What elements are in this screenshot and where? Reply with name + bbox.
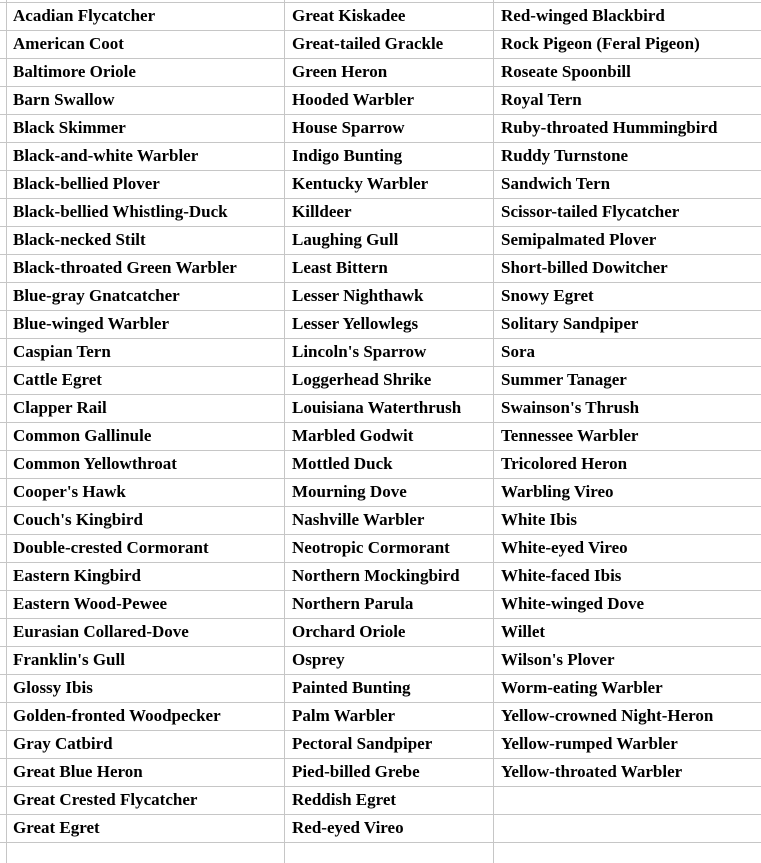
bird-cell[interactable]: Scissor-tailed Flycatcher [501, 202, 680, 221]
bird-cell[interactable]: House Sparrow [285, 115, 494, 142]
bird-cell[interactable]: Reddish Egret [285, 787, 494, 814]
bird-cell[interactable]: Eurasian Collared-Dove [7, 619, 285, 646]
bird-cell[interactable]: White-eyed Vireo [501, 538, 628, 557]
bird-cell[interactable]: White-faced Ibis [501, 566, 622, 585]
cutoff-column-sliver [0, 171, 7, 198]
bird-cell[interactable]: Great Kiskadee [285, 3, 494, 30]
bird-cell[interactable]: Pectoral Sandpiper [285, 731, 494, 758]
empty-cell[interactable] [7, 0, 285, 2]
table-row [0, 3, 761, 31]
bird-cell[interactable]: Great Blue Heron [7, 759, 285, 786]
cutoff-column-sliver [0, 87, 7, 114]
bird-cell[interactable]: Great Crested Flycatcher [7, 787, 285, 814]
cutoff-column-sliver [0, 339, 7, 366]
bird-cell[interactable]: Couch's Kingbird [7, 507, 285, 534]
bird-cell[interactable]: Killdeer [285, 199, 494, 226]
bird-cell[interactable]: Glossy Ibis [7, 675, 285, 702]
bird-cell[interactable]: Wilson's Plover [501, 650, 615, 669]
bird-cell[interactable]: Mourning Dove [285, 479, 494, 506]
empty-cell[interactable] [7, 843, 285, 863]
bird-cell[interactable]: Mottled Duck [285, 451, 494, 478]
bird-cell[interactable]: White-winged Dove [501, 594, 645, 613]
cutoff-column-sliver [0, 787, 7, 814]
bird-cell[interactable]: Solitary Sandpiper [501, 314, 639, 333]
bird-cell[interactable]: Black Skimmer [7, 115, 285, 142]
bird-cell[interactable]: Common Gallinule [7, 423, 285, 450]
cutoff-column-sliver [0, 3, 7, 30]
bird-cell[interactable]: Neotropic Cormorant [285, 535, 494, 562]
bird-cell[interactable]: Common Yellowthroat [7, 451, 285, 478]
cutoff-column-sliver [0, 759, 7, 786]
bird-cell[interactable]: Least Bittern [285, 255, 494, 282]
table-row [0, 815, 761, 843]
bird-cell[interactable]: Black-bellied Plover [7, 171, 285, 198]
bird-cell[interactable]: Semipalmated Plover [501, 230, 657, 249]
bird-cell[interactable]: Double-crested Cormorant [7, 535, 285, 562]
bird-cell[interactable]: Caspian Tern [7, 339, 285, 366]
cutoff-column-sliver [0, 843, 7, 863]
bird-cell[interactable]: Summer Tanager [501, 370, 627, 389]
table-row [0, 199, 761, 227]
cutoff-column-sliver [0, 311, 7, 338]
cutoff-column-sliver [0, 675, 7, 702]
table-row [0, 255, 761, 283]
bird-cell[interactable]: Marbled Godwit [285, 423, 494, 450]
bird-cell[interactable]: Laughing Gull [285, 227, 494, 254]
table-row [0, 619, 761, 647]
bird-cell[interactable]: Black-and-white Warbler [7, 143, 285, 170]
bird-cell[interactable]: Painted Bunting [285, 675, 494, 702]
bird-cell[interactable]: Acadian Flycatcher [7, 3, 285, 30]
partial-row [0, 843, 761, 863]
table-row [0, 59, 761, 87]
bird-cell[interactable]: Black-bellied Whistling-Duck [7, 199, 285, 226]
table-row [0, 283, 761, 311]
bird-cell[interactable]: Red-winged Blackbird [501, 6, 665, 25]
cutoff-column-sliver [0, 535, 7, 562]
bird-cell[interactable]: Yellow-throated Warbler [501, 762, 683, 781]
bird-cell[interactable]: Louisiana Waterthrush [285, 395, 494, 422]
cutoff-column-sliver [0, 367, 7, 394]
bird-cell[interactable]: Palm Warbler [285, 703, 494, 730]
bird-cell[interactable]: Blue-gray Gnatcatcher [7, 283, 285, 310]
bird-cell[interactable]: Sandwich Tern [501, 174, 611, 193]
table-row [0, 395, 761, 423]
bird-cell[interactable] [494, 787, 761, 814]
table-row [0, 703, 761, 731]
table-row [0, 535, 761, 563]
bird-cell[interactable]: Eastern Wood-Pewee [7, 591, 285, 618]
bird-cell[interactable]: Golden-fronted Woodpecker [7, 703, 285, 730]
bird-cell[interactable]: American Coot [7, 31, 285, 58]
table-row [0, 787, 761, 815]
bird-cell[interactable]: Orchard Oriole [285, 619, 494, 646]
cutoff-column-sliver [0, 451, 7, 478]
bird-cell[interactable]: Franklin's Gull [7, 647, 285, 674]
table-row [0, 759, 761, 787]
bird-cell[interactable]: Great Egret [7, 815, 285, 842]
bird-cell[interactable]: Black-necked Stilt [7, 227, 285, 254]
bird-cell[interactable]: Willet [501, 622, 546, 641]
cutoff-column-sliver [0, 227, 7, 254]
cutoff-column-sliver [0, 619, 7, 646]
bird-cell[interactable]: Indigo Bunting [285, 143, 494, 170]
bird-cell[interactable]: Red-eyed Vireo [285, 815, 494, 842]
bird-cell[interactable]: Snowy Egret [501, 286, 594, 305]
bird-cell[interactable]: Cooper's Hawk [7, 479, 285, 506]
bird-cell[interactable]: Green Heron [285, 59, 494, 86]
cutoff-column-sliver [0, 703, 7, 730]
cutoff-column-sliver [0, 731, 7, 758]
table-row [0, 171, 761, 199]
bird-cell[interactable]: Loggerhead Shrike [285, 367, 494, 394]
table-row [0, 563, 761, 591]
empty-cell[interactable] [285, 843, 494, 863]
table-row [0, 451, 761, 479]
cutoff-column-sliver [0, 255, 7, 282]
bird-cell[interactable]: Yellow-crowned Night-Heron [501, 706, 714, 725]
bird-cell[interactable]: Roseate Spoonbill [501, 62, 631, 81]
bird-cell[interactable]: Ruddy Turnstone [501, 146, 629, 165]
bird-cell[interactable]: Sora [501, 342, 535, 361]
table-row [0, 227, 761, 255]
bird-cell[interactable]: Pied-billed Grebe [285, 759, 494, 786]
bird-cell[interactable]: Barn Swallow [7, 87, 285, 114]
bird-cell[interactable]: Ruby-throated Hummingbird [501, 118, 718, 137]
bird-cell[interactable]: Yellow-rumped Warbler [501, 734, 678, 753]
cutoff-column-sliver [0, 591, 7, 618]
table-row [0, 31, 761, 59]
cutoff-column-sliver [0, 283, 7, 310]
table-row [0, 731, 761, 759]
bird-cell[interactable]: Clapper Rail [7, 395, 285, 422]
bird-cell[interactable]: Eastern Kingbird [7, 563, 285, 590]
empty-cell[interactable] [285, 0, 494, 2]
cutoff-column-sliver [0, 199, 7, 226]
table-row [0, 87, 761, 115]
bird-cell[interactable]: Northern Parula [285, 591, 494, 618]
bird-cell[interactable]: Cattle Egret [7, 367, 285, 394]
bird-cell[interactable]: Lincoln's Sparrow [285, 339, 494, 366]
cutoff-column-sliver [0, 479, 7, 506]
table-row [0, 591, 761, 619]
cutoff-column-sliver [0, 115, 7, 142]
bird-cell[interactable]: Royal Tern [501, 90, 582, 109]
bird-cell[interactable]: Hooded Warbler [285, 87, 494, 114]
bird-cell[interactable]: Gray Catbird [7, 731, 285, 758]
bird-cell[interactable]: Short-billed Dowitcher [501, 258, 668, 277]
cutoff-column-sliver [0, 0, 7, 2]
bird-cell[interactable]: Rock Pigeon (Feral Pigeon) [501, 34, 700, 53]
bird-cell[interactable]: Tricolored Heron [501, 454, 628, 473]
table-row [0, 115, 761, 143]
empty-cell[interactable] [494, 843, 761, 863]
bird-cell[interactable]: Great-tailed Grackle [285, 31, 494, 58]
table-row [0, 367, 761, 395]
bird-cell[interactable]: White Ibis [501, 510, 578, 529]
bird-cell[interactable]: Lesser Yellowlegs [285, 311, 494, 338]
bird-cell[interactable]: Black-throated Green Warbler [7, 255, 285, 282]
cutoff-column-sliver [0, 59, 7, 86]
table-row [0, 423, 761, 451]
bird-cell[interactable]: Kentucky Warbler [285, 171, 494, 198]
table-row [0, 311, 761, 339]
bird-cell[interactable]: Nashville Warbler [285, 507, 494, 534]
bird-cell[interactable]: Baltimore Oriole [7, 59, 285, 86]
bird-cell[interactable]: Swainson's Thrush [501, 398, 640, 417]
bird-cell[interactable]: Worm-eating Warbler [501, 678, 663, 697]
cutoff-column-sliver [0, 143, 7, 170]
cutoff-column-sliver [0, 31, 7, 58]
table-row [0, 143, 761, 171]
bird-cell[interactable] [494, 815, 761, 842]
table-row [0, 339, 761, 367]
cutoff-column-sliver [0, 395, 7, 422]
cutoff-column-sliver [0, 647, 7, 674]
bird-cell[interactable]: Northern Mockingbird [285, 563, 494, 590]
table-row [0, 507, 761, 535]
table-row [0, 479, 761, 507]
bird-cell[interactable]: Tennessee Warbler [501, 426, 639, 445]
bird-cell[interactable]: Blue-winged Warbler [7, 311, 285, 338]
cutoff-column-sliver [0, 815, 7, 842]
bird-cell[interactable]: Warbling Vireo [501, 482, 614, 501]
table-row [0, 647, 761, 675]
table-row [0, 675, 761, 703]
bird-cell[interactable]: Lesser Nighthawk [285, 283, 494, 310]
cutoff-column-sliver [0, 507, 7, 534]
bird-cell[interactable]: Osprey [285, 647, 494, 674]
cutoff-column-sliver [0, 563, 7, 590]
empty-cell[interactable] [494, 0, 761, 2]
cutoff-column-sliver [0, 423, 7, 450]
